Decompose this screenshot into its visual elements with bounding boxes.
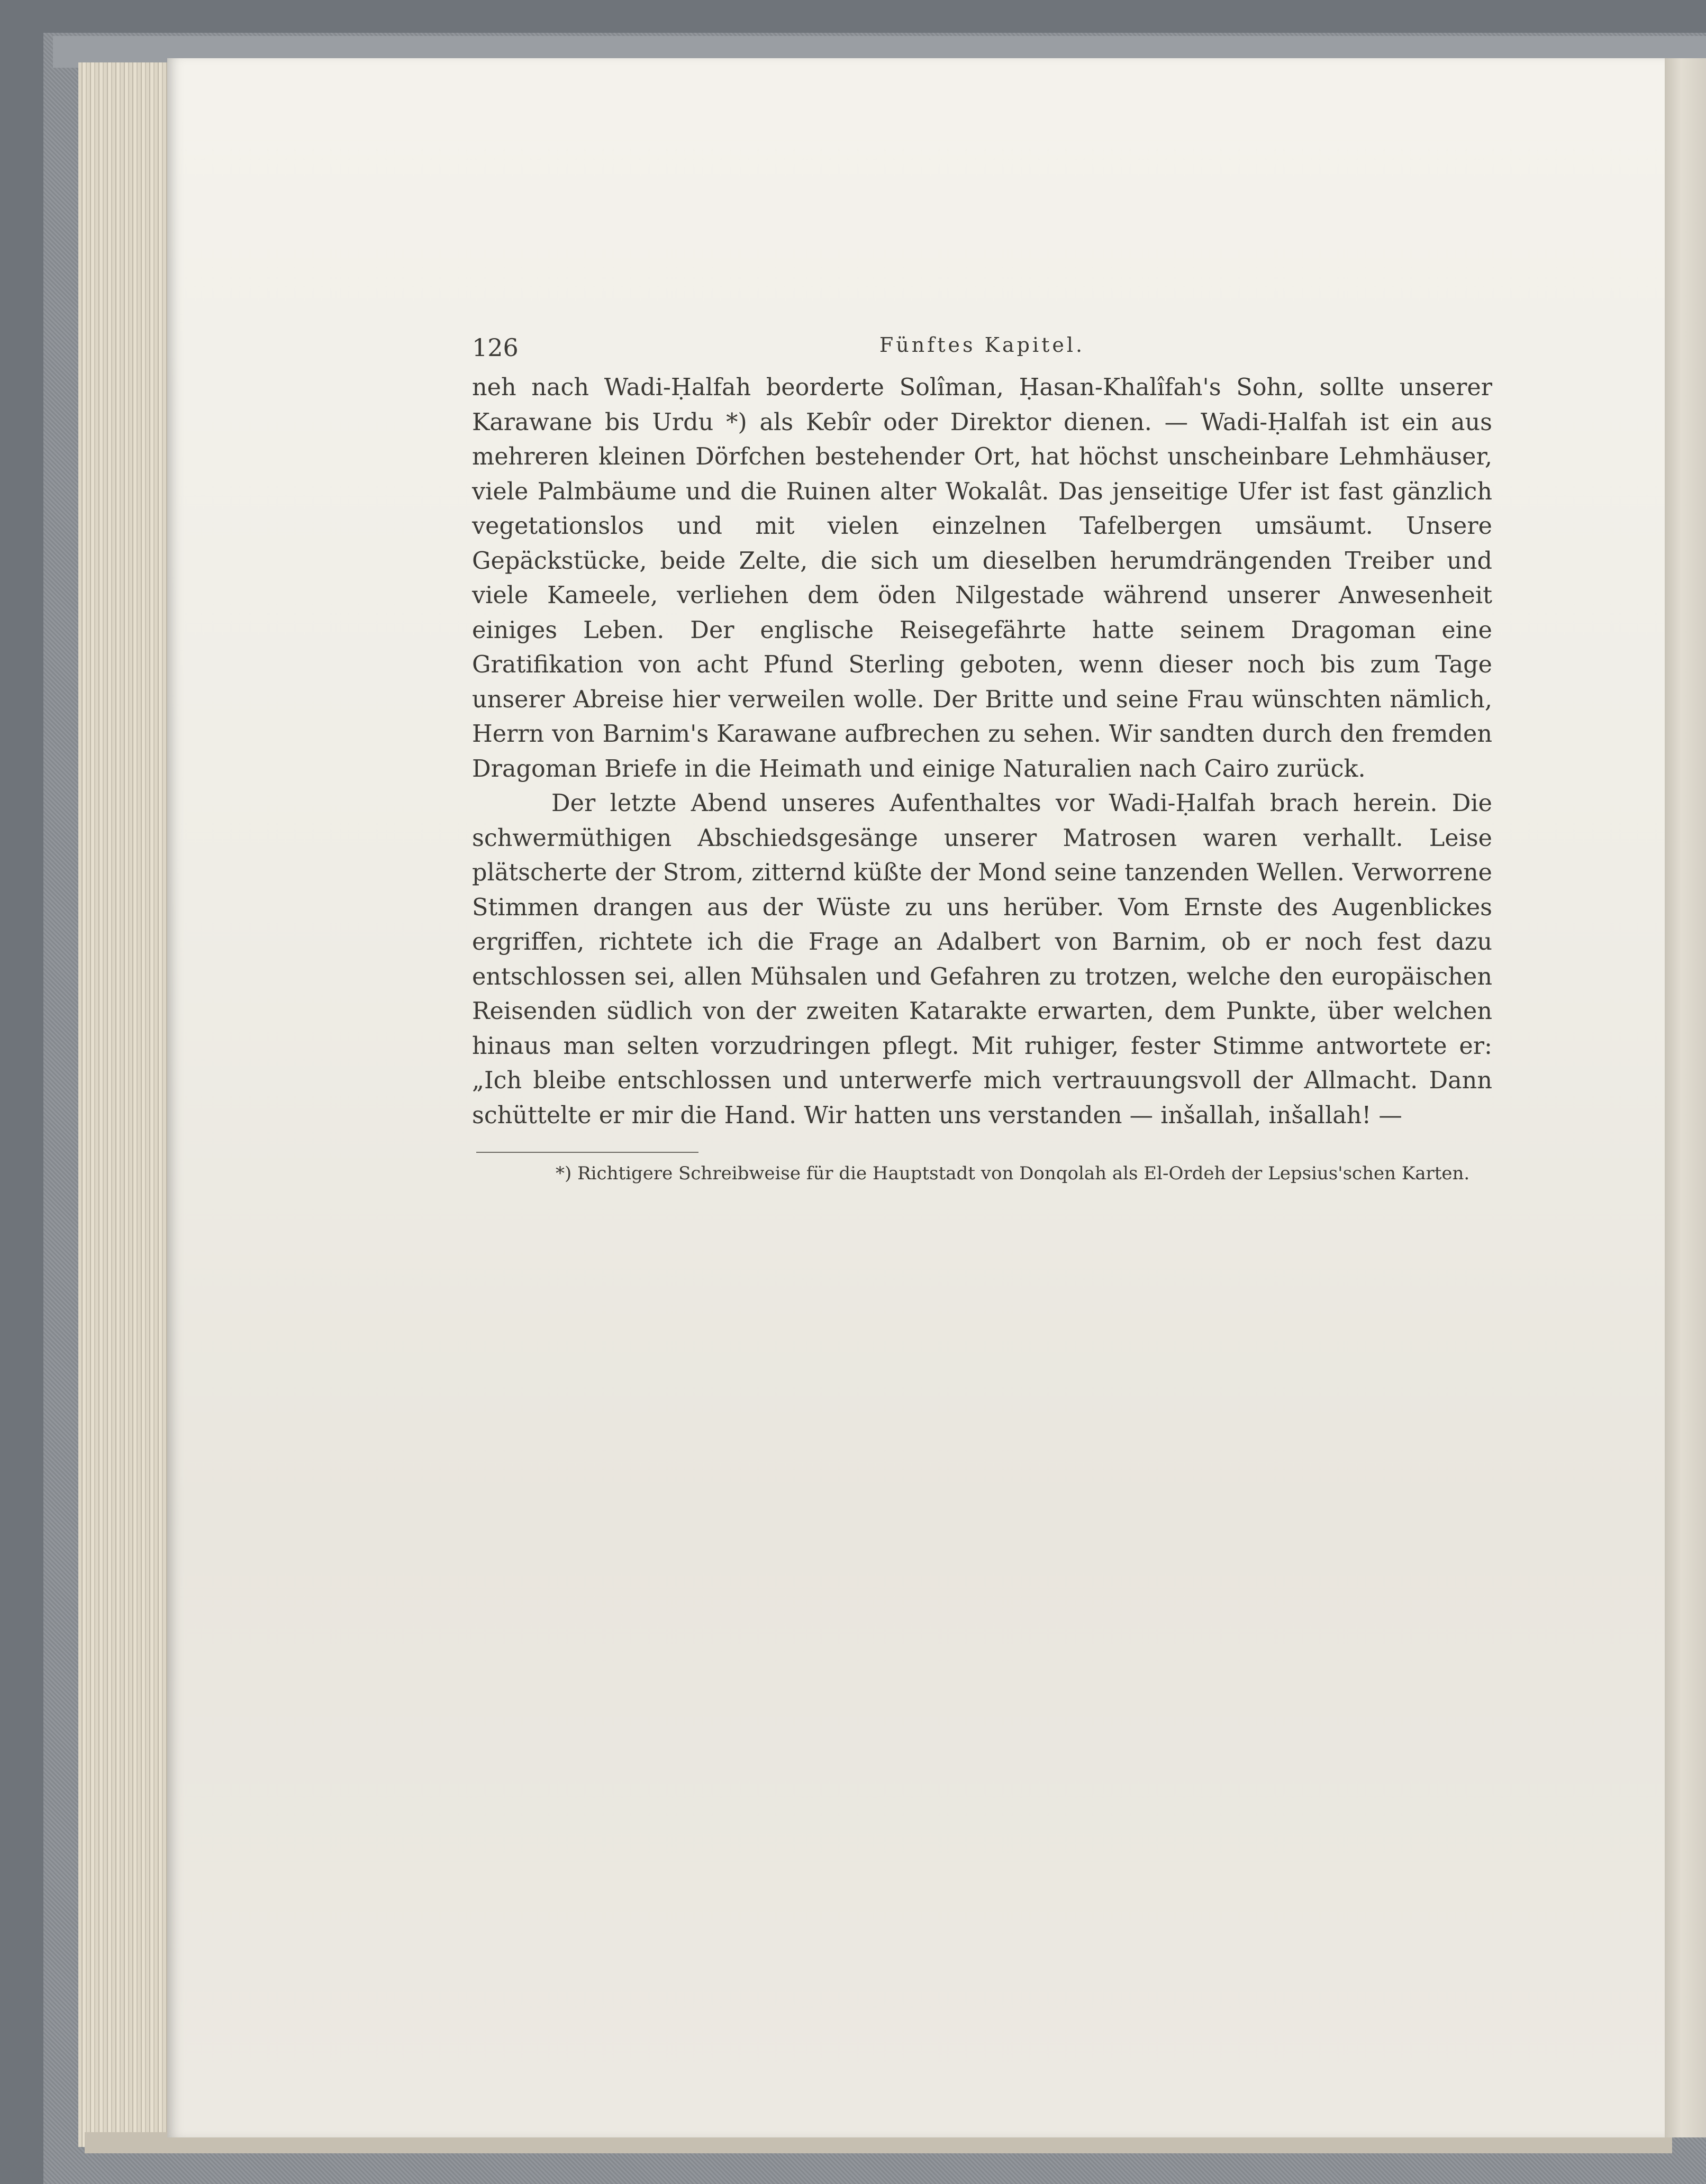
footnote: *) Richtigere Schreibweise für die Hauptstadt von Donqolah als El-Ordeh der Lepsius'schen Karten. bbox=[556, 1163, 1470, 1184]
paragraph-2: Der letzte Abend unseres Aufenthaltes vor Wadi-Ḥalfah brach herein. Die schwermüthigen Abschiedsgesänge unserer Matrosen waren verhallt. Leise plätscherte der Strom, zitternd küßte der Mond seine tanzenden Wellen. Verworrene Stimmen drangen aus der Wüste zu uns herüber. Vom Ernste des Augenblickes ergriffen, richtete ich die Frage an Adalbert von Barnim, ob er noch fest dazu entschlossen sei, allen Mühsalen und Gefahren zu trotzen, welche den europäischen Reisenden südlich von der zweiten Katarakte erwarten, dem Punkte, über welchen hinaus man selten vorzudringen pflegt. Mit ruhiger, fester Stimme antwortete er: „Ich bleibe entschlossen und unterwerfe mich vertrauungsvoll der Allmacht. Dann schüttelte er mir die Hand. Wir hatten uns verstanden — inšallah, inšallah! — bbox=[472, 790, 1492, 1129]
running-head: Fünftes Kapitel. bbox=[879, 333, 1085, 357]
body-text bbox=[472, 370, 1492, 1133]
page-text-block bbox=[472, 333, 1492, 1187]
paragraph-1: neh nach Wadi-Ḥalfah beorderte Solîman, Ḥasan-Khalîfah's Sohn, sollte unserer Karawane bis Urdu *) als Kebîr oder Direktor dienen. — Wadi-Ḥalfah ist ein aus mehreren kleinen Dörfchen bestehender Ort, hat höchst unscheinbare Lehmhäuser, viele Palmbäume und die Ruinen alter Wokalât. Das jenseitige Ufer ist fast gänzlich vegetationslos und mit vielen einzelnen Tafelbergen umsäumt. Unsere Gepäckstücke, beide Zelte, die sich um dieselben herumdrängenden Treiber und viele Kameele, verliehen dem öden Nilgestade während unserer Anwesenheit einiges Leben. Der englische Reisegefährte hatte seinem Dragoman eine Gratifikation von acht Pfund Sterling geboten, wenn dieser noch bis zum Tage unserer Abreise hier verweilen wolle. Der Britte und seine Frau wünschten nämlich, Herrn von Barnim's Karawane aufbrechen zu sehen. Wir sandten durch den fremden Dragoman Briefe in die Heimath und einige Naturalien nach Cairo zurück. bbox=[472, 374, 1492, 782]
footnote-divider bbox=[476, 1152, 698, 1153]
next-page-edge bbox=[1665, 58, 1706, 2137]
page-header bbox=[472, 333, 1492, 370]
page-number: 126 bbox=[472, 333, 519, 362]
